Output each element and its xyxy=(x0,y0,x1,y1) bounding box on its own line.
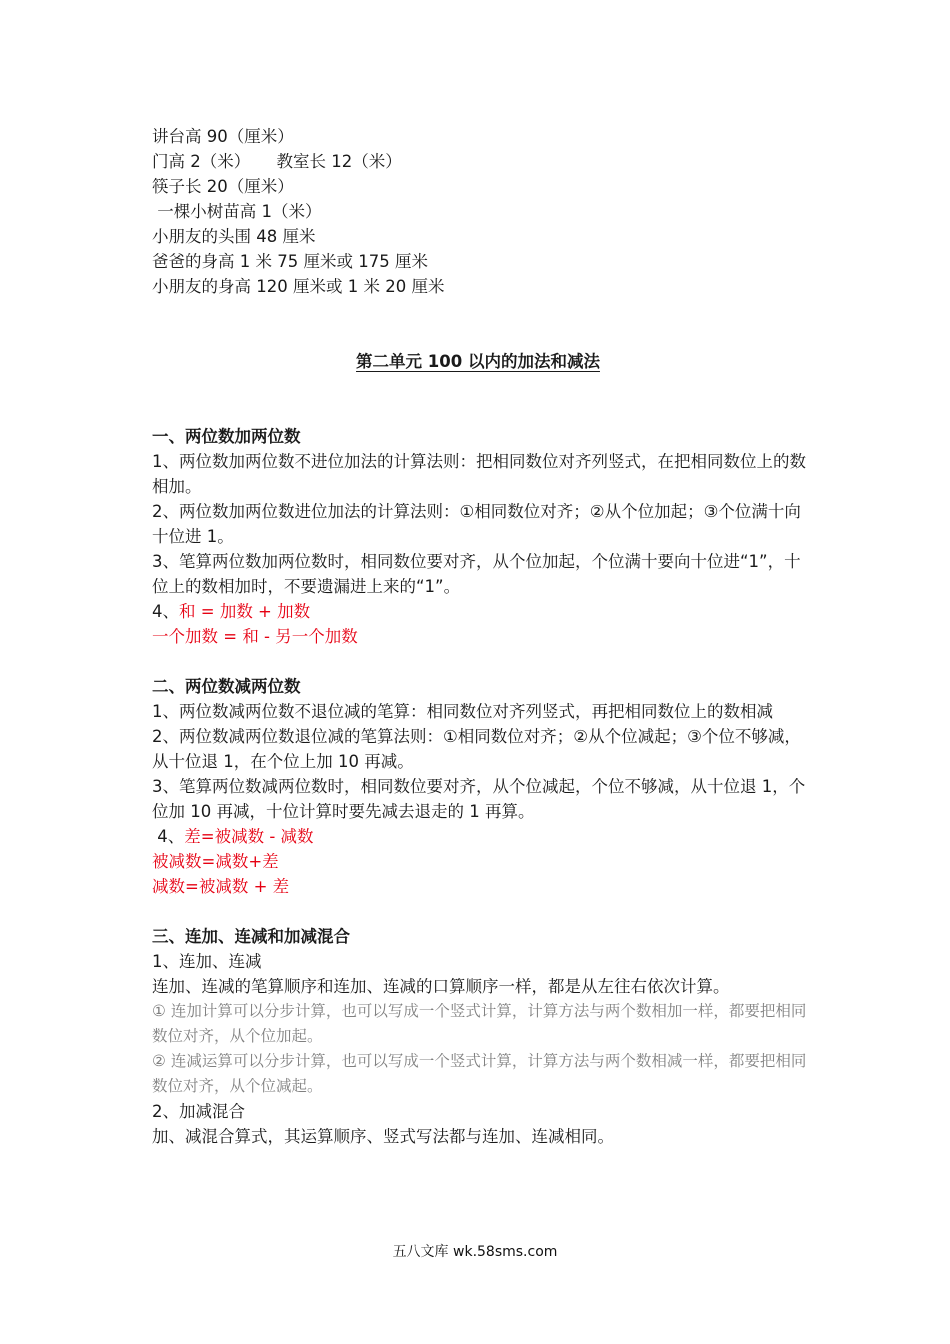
section-mixed xyxy=(152,924,812,1149)
formula-prefix: 4、 xyxy=(152,602,179,621)
rule-paragraph: 1、两位数加两位数不进位加法的计算法则：把相同数位对齐列竖式，在把相同数位上的数相加。 xyxy=(152,452,806,496)
rule-paragraph: 3、笔算两位数加两位数时，相同数位要对齐，从个位加起，个位满十要向十位进“1”，十位上的数相加时，不要遗漏进上来的“1”。 xyxy=(152,552,801,596)
formula-prefix: 4、 xyxy=(152,827,185,846)
section-subtraction xyxy=(152,674,812,899)
section-addition xyxy=(152,424,812,649)
section-heading: 一、两位数加两位数 xyxy=(152,427,301,446)
section-heading: 三、连加、连减和加减混合 xyxy=(152,927,350,946)
formula-line: 一个加数 = 和 - 另一个加数 xyxy=(152,627,358,646)
footer-watermark: 五八文库 wk.58sms.com xyxy=(392,1244,558,1260)
formula-line xyxy=(152,824,812,849)
section-heading: 二、两位数减两位数 xyxy=(152,677,301,696)
rule-paragraph: 2、两位数加两位数进位加法的计算法则：①相同数位对齐；②从个位加起；③个位满十向十位进 1。 xyxy=(152,502,801,546)
measurement-line: 门高 2（米） 教室长 12（米） xyxy=(152,152,402,171)
rule-paragraph: 1、两位数减两位数不退位减的笔算：相同数位对齐列竖式，再把相同数位上的数相减 xyxy=(152,702,773,721)
measurement-line: 讲台高 90（厘米） xyxy=(152,127,294,146)
measurement-line: 小朋友的头围 48 厘米 xyxy=(152,227,316,246)
unit-title xyxy=(152,349,812,374)
measurement-line: 一棵小树苗高 1（米） xyxy=(152,202,322,221)
note-paragraph: ① 连加计算可以分步计算，也可以写成一个竖式计算，计算方法与两个数相加一样，都要把相同数位对齐，从个位加起。 xyxy=(152,1002,807,1045)
measurement-line: 爸爸的身高 1 米 75 厘米或 175 厘米 xyxy=(152,252,428,271)
note-paragraph: ② 连减运算可以分步计算，也可以写成一个竖式计算，计算方法与两个数相减一样，都要把相同数位对齐，从个位减起。 xyxy=(152,1052,807,1095)
measurement-list xyxy=(152,124,812,299)
rule-paragraph: 连加、连减的笔算顺序和连加、连减的口算顺序一样，都是从左往右依次计算。 xyxy=(152,977,730,996)
formula-line xyxy=(152,599,812,624)
subsection-heading: 1、连加、连减 xyxy=(152,952,262,971)
unit-title-text: 第二单元 100 以内的加法和减法 xyxy=(356,352,600,371)
subsection-heading: 2、加减混合 xyxy=(152,1102,245,1121)
rule-paragraph: 2、两位数减两位数退位减的笔算法则：①相同数位对齐；②从个位减起；③个位不够减，从十位退 1，在个位上加 10 再减。 xyxy=(152,727,801,771)
formula-text: 差=被减数 - 减数 xyxy=(184,827,314,846)
formula-line: 减数=被减数 + 差 xyxy=(152,877,290,896)
formula-line: 被减数=减数+差 xyxy=(152,852,279,871)
measurement-line: 筷子长 20（厘米） xyxy=(152,177,294,196)
formula-text: 和 = 加数 + 加数 xyxy=(179,602,311,621)
measurement-line: 小朋友的身高 120 厘米或 1 米 20 厘米 xyxy=(152,277,445,296)
rule-paragraph: 3、笔算两位数减两位数时，相同数位要对齐，从个位减起，个位不够减，从十位退 1，个位加 10 再减，十位计算时要先减去退走的 1 再算。 xyxy=(152,777,806,821)
document-body xyxy=(152,124,812,1149)
rule-paragraph: 加、减混合算式，其运算顺序、竖式写法都与连加、连减相同。 xyxy=(152,1127,614,1146)
